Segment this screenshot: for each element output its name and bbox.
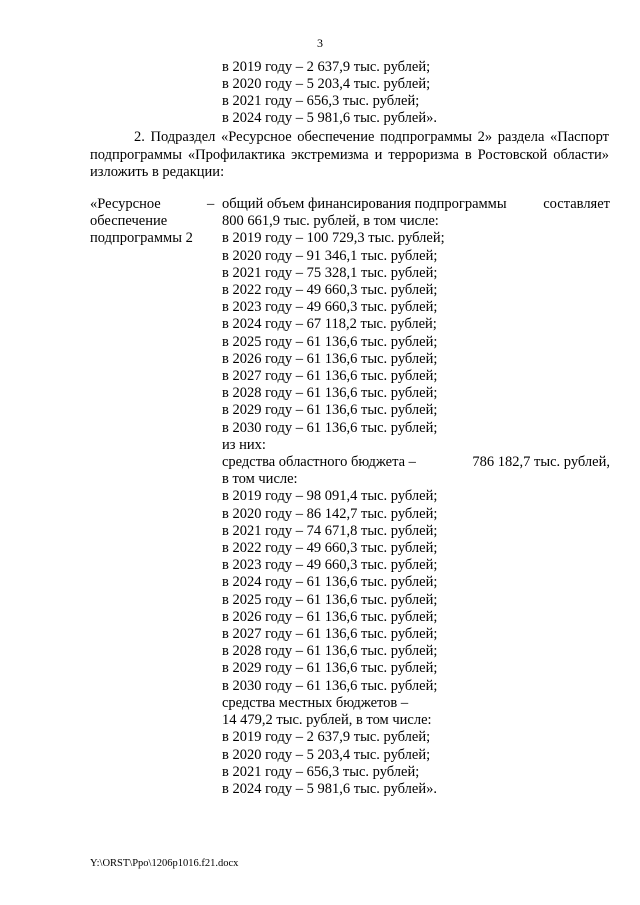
list-item: в 2030 году – 61 136,6 тыс. рублей; — [222, 677, 438, 694]
local-budget-amount: 14 479,2 тыс. рублей, в том числе: — [222, 712, 432, 729]
list-item: в 2027 году – 61 136,6 тыс. рублей; — [222, 626, 438, 643]
label-dash: – — [207, 196, 215, 212]
regional-budget-including: в том числе: — [222, 471, 298, 488]
list-item: в 2021 году – 75 328,1 тыс. рублей; — [222, 264, 438, 281]
footer-file-path: Y:\ORST\Ppo\1206p1016.f21.docx — [90, 858, 239, 869]
list-item: в 2025 году – 61 136,6 тыс. рублей; — [222, 333, 438, 350]
list-item: в 2023 году – 49 660,3 тыс. рублей; — [222, 557, 438, 574]
list-item: в 2020 году – 5 203,4 тыс. рублей; — [222, 76, 431, 92]
list-item: в 2024 году – 67 118,2 тыс. рублей; — [222, 316, 437, 333]
amendment-paragraph — [90, 129, 609, 182]
list-item: в 2028 году – 61 136,6 тыс. рублей; — [222, 385, 438, 402]
total-funding-verb: составляет — [543, 196, 610, 212]
top-year-list — [222, 59, 437, 127]
regional-budget-text: средства областного бюджета – — [222, 454, 416, 471]
local-budget-line: средства местных бюджетов – — [222, 694, 409, 711]
list-item: в 2026 году – 61 136,6 тыс. рублей; — [222, 350, 438, 367]
funding-content — [222, 196, 610, 798]
label-line: обеспечение — [90, 213, 168, 230]
list-item: в 2029 году – 61 136,6 тыс. рублей; — [222, 402, 438, 419]
list-item: в 2019 году – 98 091,4 тыс. рублей; — [222, 488, 438, 505]
total-funding-line — [222, 196, 610, 213]
list-item: в 2021 году – 656,3 тыс. рублей; — [222, 763, 420, 780]
list-item: в 2021 году – 656,3 тыс. рублей; — [222, 93, 420, 109]
list-item: в 2024 году – 5 981,6 тыс. рублей». — [222, 110, 437, 126]
of-them-label: из них: — [222, 436, 266, 453]
list-item: в 2023 году – 49 660,3 тыс. рублей; — [222, 299, 438, 316]
list-item: в 2020 году – 5 203,4 тыс. рублей; — [222, 746, 431, 763]
label-line: «Ресурсное — [90, 196, 161, 212]
list-item: в 2021 году – 74 671,8 тыс. рублей; — [222, 522, 438, 539]
section-label — [90, 196, 210, 248]
label-line: подпрограммы 2 — [90, 230, 193, 247]
list-item: в 2019 году – 2 637,9 тыс. рублей; — [222, 59, 431, 75]
regional-budget-line — [222, 454, 610, 471]
page-number: 3 — [317, 36, 323, 50]
list-item: в 2020 году – 86 142,7 тыс. рублей; — [222, 505, 438, 522]
list-item: в 2024 году – 61 136,6 тыс. рублей; — [222, 574, 438, 591]
total-funding-text: общий объем финансирования подпрограммы — [222, 196, 507, 212]
list-item: в 2028 году – 61 136,6 тыс. рублей; — [222, 643, 438, 660]
total-funding-amount: 800 661,9 тыс. рублей, в том числе: — [222, 213, 439, 230]
list-item: в 2030 году – 61 136,6 тыс. рублей; — [222, 419, 438, 436]
list-item: в 2027 году – 61 136,6 тыс. рублей; — [222, 368, 438, 385]
list-item: в 2025 году – 61 136,6 тыс. рублей; — [222, 591, 438, 608]
list-item: в 2022 году – 49 660,3 тыс. рублей; — [222, 540, 438, 557]
list-item: в 2024 году – 5 981,6 тыс. рублей». — [222, 780, 437, 797]
list-item: в 2029 году – 61 136,6 тыс. рублей; — [222, 660, 438, 677]
list-item: в 2022 году – 49 660,3 тыс. рублей; — [222, 282, 438, 299]
list-item: в 2020 году – 91 346,1 тыс. рублей; — [222, 247, 438, 264]
list-item: в 2019 году – 100 729,3 тыс. рублей; — [222, 230, 445, 247]
list-item: в 2019 году – 2 637,9 тыс. рублей; — [222, 729, 431, 746]
list-item: в 2026 году – 61 136,6 тыс. рублей; — [222, 608, 438, 625]
paragraph-text: 2. Подраздел «Ресурсное обеспечение подпрограммы 2» раздела «Паспорт подпрограммы «Профилактика экстремизма и терроризма в Ростовской области» изложить в редакции: — [90, 129, 609, 180]
regional-budget-amount: 786 182,7 тыс. рублей, — [472, 454, 610, 471]
